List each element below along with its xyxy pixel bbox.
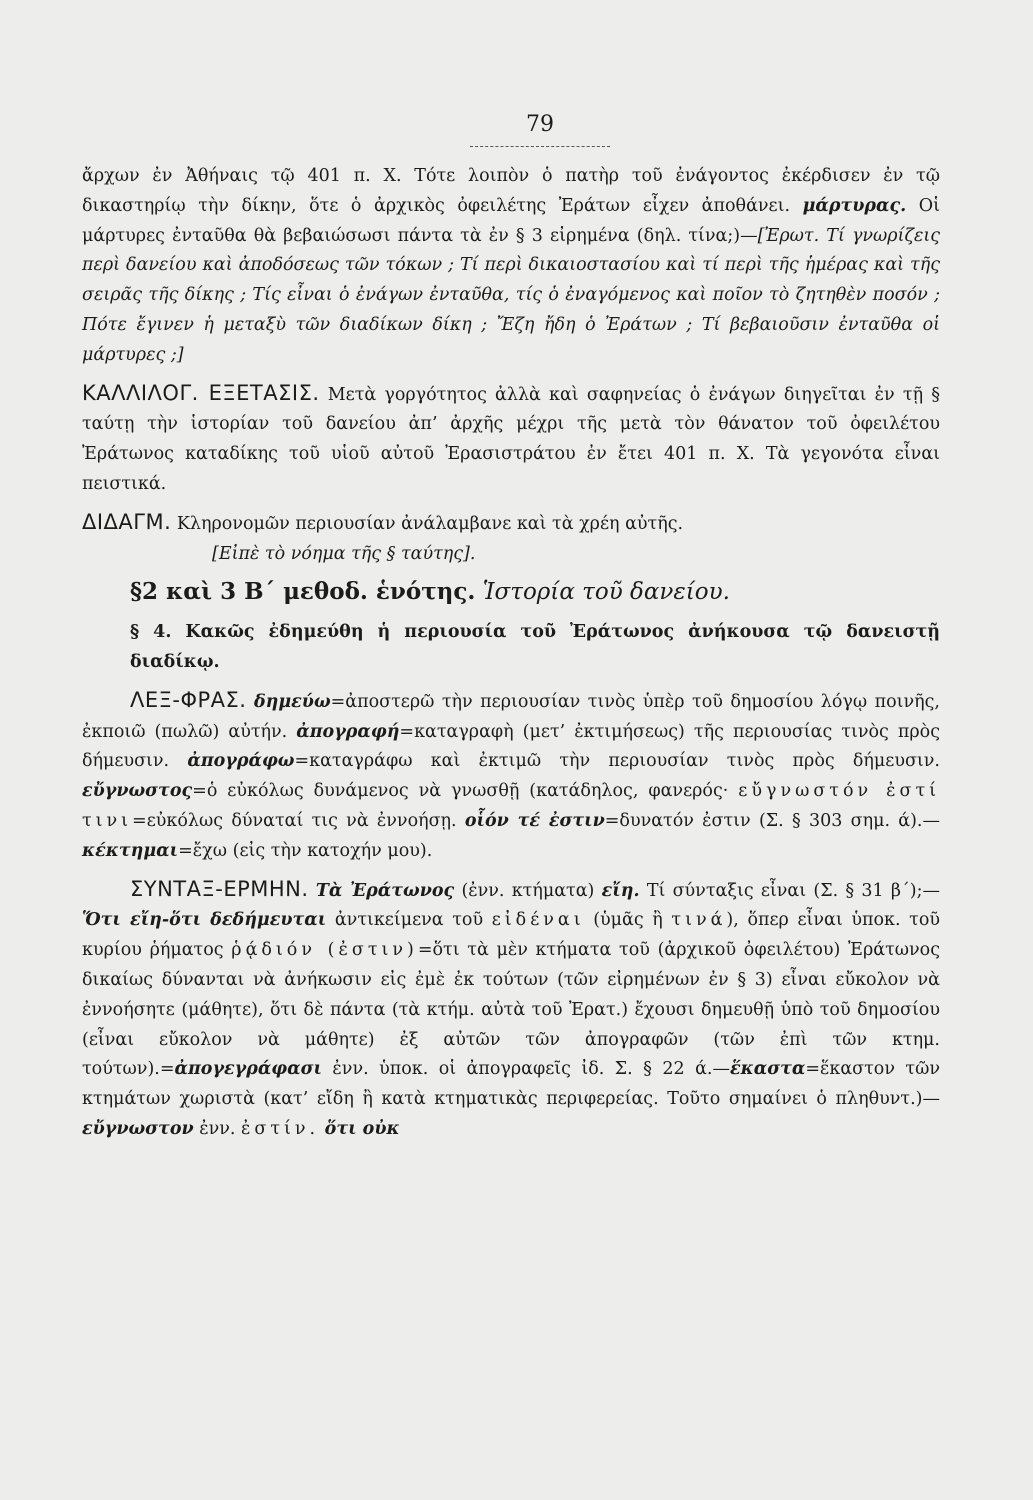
- section-label: ΛΕΞ-ΦΡΑΣ.: [130, 687, 247, 712]
- text-run: ἄρχων ἐν Ἀθήναις τῷ 401 π. Χ. Τότε λοιπὸν ὁ πατὴρ τοῦ ἐνάγοντος ἐκέρδισεν ἐν τῷ δικαστηρίῳ τὴν δίκην, ὅτε ὁ ἀρχικὸς ὀφειλέτης Ἐράτων εἶχεν ἀποθάνει.: [82, 166, 940, 216]
- page-body: [82, 162, 940, 1153]
- keyword: μάρτυρας.: [802, 195, 907, 216]
- term: ἀπογραφή: [296, 721, 400, 742]
- term: ἕκαστα: [729, 1059, 806, 1080]
- questions: [Ἐρωτ. Τί γνωρίζεις περὶ δανείου καὶ ἀποδόσεως τῶν τόκων ; Τί περὶ δικαιοστασίου καὶ τί περὶ τῆς ἡμέρας καὶ τῆς σειρᾶς τῆς δίκης ; Τίς εἶναι ὁ ἐνάγων ἐνταῦθα, τίς ὁ ἐναγόμενος καὶ ποῖον τὸ ζητηθὲν ποσόν ; Πότε ἔγινεν ἡ μεταξὺ τῶν διαδίκων δίκη ; Ἔζη ἤδη ὁ Ἐράτων ; Τί βεβαιοῦσιν ἐνταῦθα οἱ μάρτυρες ;]: [82, 225, 940, 365]
- kalliog-paragraph: [82, 379, 940, 500]
- text-run: Οἱ μάρτυρες ἐνταῦθα θὰ βεβαιώσωσι πάντα τὰ ἐν § 3 εἰρημένα (δηλ. τίνα;)—: [82, 195, 940, 246]
- text-run: (ἐνν. κτήματα): [454, 880, 602, 901]
- term: ἀπογράφω: [187, 751, 295, 772]
- definition: =καταγραφὴ (μετ’ ἐκτιμήσεως) τῆς περιουσίας τινὸς πρὸς δήμευσιν.: [82, 721, 940, 772]
- definition: =εὐκόλως δύναταί τις νὰ ἐννοήσῃ.: [132, 810, 465, 831]
- spaced-phrase: εὔγνωστόν ἐστί τινι: [82, 781, 940, 831]
- term: Τὰ Ἐράτωνος: [315, 880, 455, 901]
- spaced-phrase: τινά: [671, 910, 727, 931]
- text-run: =ὅτι τὰ μὲν κτήματα τοῦ (ἀρχικοῦ ὀφειλέτου) Ἐράτωνος δικαίως δύνανται νὰ ἀνήκωσιν εἰς ἐμὲ ἐκ τούτων (τῶν εἰρημένων ἐν § 3) εἶναι εὔκολον νὰ ἐννοήσητε (μάθητε), ὅτι δὲ πάντα (τὰ κτήμ. αὐτὰ τοῦ Ἐρατ.) ἔχουσι δημευθῇ ὑπὸ τοῦ δημοσίου (εἶναι εὔκολον νὰ μάθητε) ἐξ αὐτῶν τῶν ἀπογραφῶν (τῶν ἐπὶ τῶν κτημ. τούτων).=: [82, 940, 940, 1080]
- definition: =ὁ εὐκόλως δυνάμενος νὰ γνωσθῇ (κατάδηλος, φανερός·: [192, 781, 739, 802]
- section-subheading: Ἱστορία τοῦ δανείου.: [475, 579, 730, 606]
- definition: =δυνατόν ἐστιν (Σ. § 303 σημ. ά).—: [604, 810, 940, 831]
- didagm-paragraph: [82, 508, 940, 540]
- lexfras-paragraph: [82, 686, 940, 867]
- text-run: Τί σύνταξις εἶναι (Σ. § 31 β΄);—: [639, 880, 940, 901]
- page-number: 79: [526, 112, 554, 137]
- text-run: Μετὰ γοργότητος ἀλλὰ καὶ σαφηνείας ὁ ἐνάγων διηγεῖται ἐν τῇ § ταύτῃ τὴν ἱστορίαν τοῦ δανείου ἀπ’ ἀρχῆς μέχρι τῆς μετὰ τὸν θάνατον τοῦ ὀφειλέτου Ἐράτωνος καταδίκης τοῦ υἱοῦ αὐτοῦ Ἐρασιστράτου ἐν ἔτει 401 π. Χ. Τὰ γεγονότα εἶναι πειστικά.: [82, 384, 940, 494]
- term: ἀπογεγράφασι: [174, 1059, 322, 1080]
- text-run: Κληρονομῶν περιουσίαν ἀνάλαμβανε καὶ τὰ χρέη αὐτῆς.: [171, 513, 684, 534]
- term: εὔγνωστος: [82, 781, 193, 802]
- text-run: ), ὅπερ εἶναι ὑποκ. τοῦ κυρίου ῥήματος: [82, 910, 940, 961]
- text-run: ἀντικείμενα τοῦ: [326, 910, 492, 931]
- header-rule: [470, 146, 610, 147]
- term: κέκτημαι: [82, 840, 179, 861]
- term: δημεύω: [253, 691, 331, 712]
- text-run: ἐνν.: [193, 1118, 241, 1139]
- intro-paragraph: [82, 162, 940, 371]
- term: εἴη.: [601, 880, 640, 901]
- text-run: (ὑμᾶς ἢ: [584, 910, 672, 931]
- spaced-phrase: ἐστίν.: [241, 1118, 320, 1139]
- term: εὔγνωστον: [82, 1118, 194, 1139]
- section-label: ΣΥΝΤΑΞ-ΕΡΜΗΝ.: [130, 876, 309, 901]
- didagm-note: [Εἰπὲ τὸ νόημα τῆς § ταύτης].: [212, 543, 476, 564]
- spaced-phrase: ῥᾴδιόν (ἐστιν): [231, 940, 418, 961]
- definition: =ἔχω (εἰς τὴν κατοχήν μου).: [178, 840, 433, 861]
- definition: =καταγράφω καὶ ἐκτιμῶ τὴν περιουσίαν τινὸς πρὸς δήμευσιν.: [294, 751, 940, 772]
- definition: =ἀποστερῶ τὴν περιουσίαν τινὸς ὑπὲρ τοῦ δημοσίου λόγῳ ποινῆς, ἐκποιῶ (πωλῶ) αὐτήν.: [82, 691, 940, 742]
- term: οἷόν τέ ἐστιν: [464, 810, 605, 831]
- section-label: ΚΑΛΛΙΛΟΓ. ΕΞΕΤΑΣΙΣ.: [82, 380, 320, 405]
- paragraph-4-title: § 4. Κακῶς ἐδημεύθη ἡ περιουσία τοῦ Ἐράτωνος ἀνήκουσα τῷ δανειστῇ διαδίκῳ.: [130, 622, 940, 672]
- term: ὅτι οὐκ: [324, 1118, 400, 1139]
- syntax-paragraph: [82, 875, 940, 1145]
- section-label: ΔΙΔΑΓΜ.: [82, 509, 172, 534]
- text-run: ἐνν. ὑποκ. οἱ ἀπογραφεῖς ἰδ. Σ. § 22 ά.—: [321, 1059, 730, 1080]
- section-title: [82, 577, 940, 608]
- section-heading: §2 καὶ 3 Β΄ μεθοδ. ἑνότης.: [130, 578, 476, 606]
- text-run: =ἕκαστον τῶν κτημάτων χωριστὰ (κατ’ εἴδη ἢ κατὰ κτηματικὰς περιφερείας. Τοῦτο σημαίνει ὁ πληθυντ.)—: [82, 1059, 940, 1110]
- spaced-phrase: εἰδέναι: [491, 910, 585, 931]
- term: Ὅτι εἴη-ὅτι δεδήμευται: [82, 910, 327, 931]
